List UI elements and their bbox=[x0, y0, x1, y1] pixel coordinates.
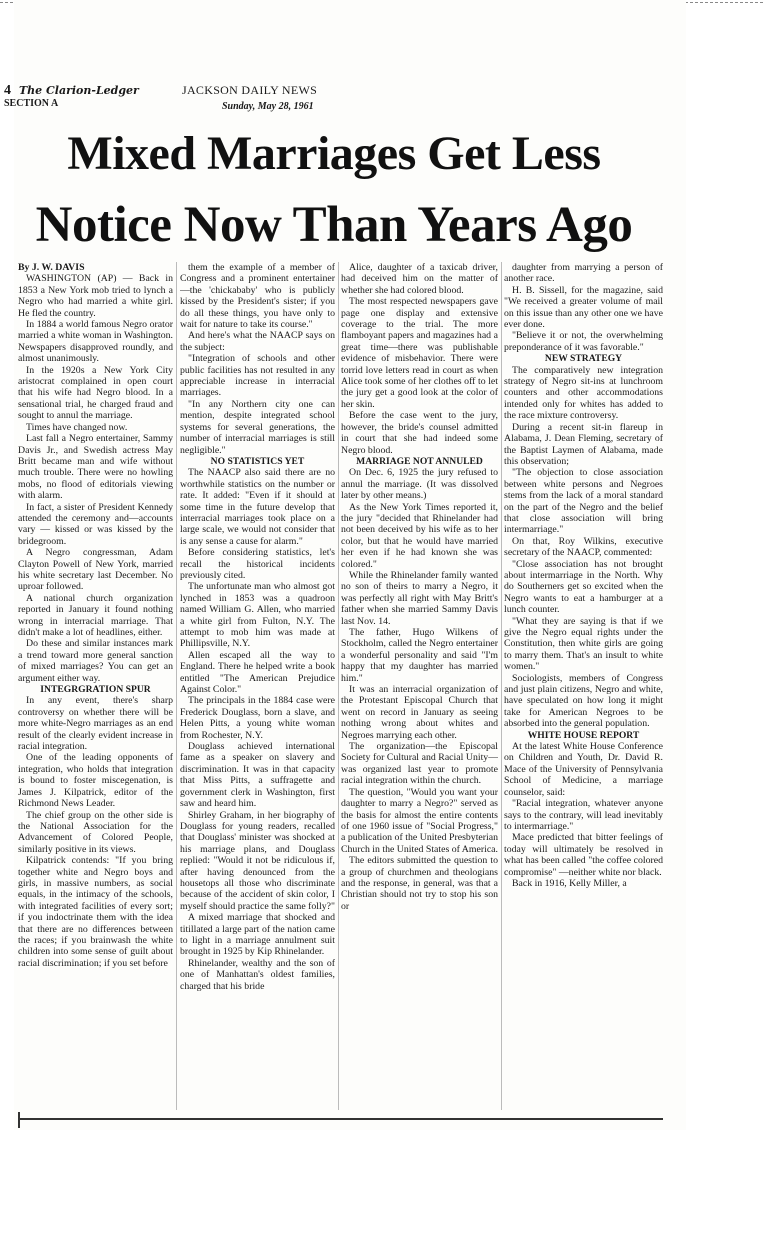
paragraph: "Racial integration, whatever anyone says to the contrary, will lead inevitably to intermarriage." bbox=[504, 798, 663, 832]
paragraph: While the Rhinelander family wanted no son of theirs to marry a Negro, it was perfectly all right with May Britt's father when she married Sammy Davis last Nov. 14. bbox=[341, 569, 498, 627]
article-column-4 bbox=[504, 262, 663, 1110]
paper-name: The Clarion-Ledger bbox=[19, 84, 139, 97]
paragraph: Before the case went to the jury, however, the bride's counsel admitted in court that she had indeed some Negro blood. bbox=[341, 410, 498, 456]
paragraph: The question, "Would you want your daughter to marry a Negro?" served as the basis for almost the entire contents of one 1960 issue of "Social Progress," a publication of the United Presbyterian Church in the United States of America. bbox=[341, 786, 498, 855]
headline-line-1: Mixed Marriages Get Less bbox=[67, 127, 601, 180]
paragraph: The NAACP also said there are no worthwhile statistics on the number or rate. It added: "Even if it should at some time in the future develop that interracial marriages took place on a large scale, we would not consider that is any sense a cause for alarm." bbox=[180, 467, 335, 547]
paragraph: Mace predicted that bitter feelings of today will ultimately be resolved in what has been called "the coffee colored compromise" —neither white nor black. bbox=[504, 832, 663, 878]
paragraph: The organization—the Episcopal Society for Cultural and Racial Unity—was organized last year to promote racial integration within the church. bbox=[341, 741, 498, 787]
subheading: NEW STRATEGY bbox=[544, 353, 623, 365]
paragraph: The chief group on the other side is the National Association for the Advancement of Colored People, similarly positive in its views. bbox=[18, 809, 173, 855]
paragraph: On Dec. 6, 1925 the jury refused to annul the marriage. (It was dissolved later by other means.) bbox=[341, 467, 498, 502]
paragraph: "In any Northern city one can mention, despite integrated school systems for several generations, the number of interracial marriages is still negligible." bbox=[180, 398, 335, 456]
paragraph: A national church organization reported in January it found nothing wrong in interracial marriage. That didn't make a lot of headlines, either. bbox=[18, 592, 173, 638]
paragraph: A mixed marriage that shocked and titillated a large part of the nation came to light in a marriage annulment suit brought in 1925 by Kip Rhinelander. bbox=[180, 912, 335, 958]
issue-date: Sunday, May 28, 1961 bbox=[222, 101, 314, 112]
paragraph: In fact, a sister of President Kennedy attended the ceremony and—accounts vary — kissed or was kissed by the bridegroom. bbox=[18, 501, 173, 547]
subheading: INTEGRGRATION SPUR bbox=[40, 684, 151, 696]
page-number: 4 bbox=[4, 83, 11, 98]
article-column-2 bbox=[180, 262, 335, 1110]
paragraph: "Close association has not brought about intermarriage in the North. Why do Southerners get so excited when the Negro wants to eat a hamburger at a lunch counter. bbox=[504, 558, 663, 616]
paragraph: "What they are saying is that if we give the Negro equal rights under the Constitution, then white girls are going to marry them. That's an insult to white women." bbox=[504, 615, 663, 673]
paragraph: During a recent sit-in flareup in Alabama, J. Dean Fleming, secretary of the Baptist Laymen of Alabama, made this observation; bbox=[504, 421, 663, 467]
paragraph: Shirley Graham, in her biography of Douglass for young readers, recalled that Douglass' minister was shocked at his marriage plans, and Douglass replied: "Would it not be ridiculous if, after having denounced from the housetops all those who discriminate because of the accident of skin color, I myself should practice the same folly?" bbox=[180, 809, 335, 912]
article-column-1 bbox=[18, 262, 173, 1110]
paragraph: H. B. Sissell, for the magazine, said "We received a greater volume of mail on this issue than any other one we have ever done. bbox=[504, 284, 663, 331]
masthead bbox=[4, 80, 664, 112]
paragraph: Rhinelander, wealthy and the son of one of Manhattan's oldest families, charged that his bride bbox=[180, 957, 335, 992]
paragraph: Times have changed now. bbox=[26, 421, 128, 433]
paragraph: Last fall a Negro entertainer, Sammy Davis Jr., and Swedish actress May Britt became man and wife without much trouble. There were no howling mobs, no flood of editorials viewing with alarm. bbox=[18, 433, 173, 502]
clip-edge bbox=[18, 1112, 28, 1128]
paragraph: One of the leading opponents of integration, who holds that integration is bound to foster miscegenation, is James J. Kilpatrick, editor of the Richmond News Leader. bbox=[18, 752, 173, 810]
paragraph: The comparatively new integration strategy of Negro sit-ins at lunchroom counters and other accommodations intended only for whites has added to the race mixture controversy. bbox=[504, 364, 663, 422]
paragraph: The father, Hugo Wilkens of Stockholm, called the Negro entertainer a wonderful personality and said "I'm happy that my daughter has married him." bbox=[341, 627, 498, 684]
paragraph: Allen escaped all the way to England. There he helped write a book entitled "The American Prejudice Against Color." bbox=[180, 649, 335, 696]
article-column-3 bbox=[341, 262, 498, 1110]
column-divider bbox=[501, 262, 502, 1110]
paragraph: Before considering statistics, let's recall the historical incidents previously cited. bbox=[180, 547, 335, 581]
paragraph: Kilpatrick contends: "If you bring together white and Negro boys and girls, in massive numbers, as social equals, in the intimacy of the schools, with integrated facilities of every sort; if you indoctrinate them with the idea that there are no differences between the races; if you brainwash the white children into some sense of guilt about racial discrimination; if you set before bbox=[18, 855, 173, 969]
paragraph: "Believe it or not, the overwhelming preponderance of it was favorable." bbox=[504, 330, 663, 353]
paragraph: At the latest White House Conference on Children and Youth, Dr. David R. Mace of the University of Pennsylvania School of Medicine, a marriage counselor, said: bbox=[504, 741, 663, 798]
paragraph: The principals in the 1884 case were Frederick Douglass, born a slave, and Helen Pitts, a young white woman from Rochester, N.Y. bbox=[180, 695, 335, 741]
paragraph: daughter from marrying a person of another race. bbox=[504, 262, 663, 285]
column-divider bbox=[338, 262, 339, 1110]
paragraph: In the 1920s a New York City aristocrat complained in open court that his wife had Negro blood. In a sensational trial, he charged fraud and sought to annul the marriage. bbox=[18, 364, 173, 422]
paragraph: It was an interracial organization of the Protestant Episcopal Church that went on record in January as seeing nothing wrong about whites and Negroes marrying each other. bbox=[341, 684, 498, 741]
paragraph: "The objection to close association between white persons and Negroes stems from the lack of a moral standard on the part of the Negro and the belief that close association will bring intermarriage." bbox=[504, 467, 663, 536]
paragraph: The unfortunate man who almost got lynched in 1853 was a quadroon named William G. Allen, who married a white girl from Fulton, N.Y. The attempt to mob him was made at Phillipsville, N.Y. bbox=[180, 581, 335, 650]
paragraph: Back in 1916, Kelly Miller, a bbox=[512, 877, 627, 889]
paragraph: Douglass achieved international fame as a speaker on slavery and discrimination. It was in that capacity that Miss Pitts, a suffragette and government clerk in Washington, first saw and heard him. bbox=[180, 741, 335, 810]
subheading: MARRIAGE NOT ANNULED bbox=[356, 455, 483, 467]
paragraph: In 1884 a world famous Negro orator married a white woman in Washington. Newspapers disapproved roundly, and almost unanimously. bbox=[18, 319, 173, 365]
section-label: SECTION A bbox=[4, 98, 59, 109]
paragraph: In any event, there's sharp controversy on whether there will be more white-Negro marriages as an end result of the clearly evident increase in racial integration. bbox=[18, 695, 173, 753]
paragraph: As the New York Times reported it, the jury "decided that Rhinelander had not been deceived by his wife as to her color, but that he would have married her even if he had known she was colored." bbox=[341, 501, 498, 570]
headline-line-2: Notice Now Than Years Ago bbox=[35, 197, 633, 253]
paragraph: WASHINGTON (AP) — Back in 1853 a New York mob tried to lynch a Negro who had married a white girl. He fled the country. bbox=[18, 273, 173, 319]
daily-name: JACKSON DAILY NEWS bbox=[182, 83, 318, 97]
column-divider bbox=[176, 262, 177, 1110]
paragraph: And here's what the NAACP says on the subject: bbox=[180, 330, 335, 353]
paragraph: Alice, daughter of a taxicab driver, had deceived him on the matter of whether she had colored blood. bbox=[341, 262, 498, 296]
paragraph: The most respected newspapers gave page one display and extensive coverage to the trial. The more flamboyant papers and magazines had a great time—there was publishable evidence of misbehavior. There were torrid love letters read in court as when Alice took some of her clothes off to let the jury get a good look at the color of her skin. bbox=[341, 296, 498, 410]
paragraph: Do these and similar instances mark a trend toward more general sanction of mixed marriages? You can get an argument either way. bbox=[18, 638, 173, 684]
paragraph: them the example of a member of Congress and a prominent entertainer—the 'chickababy' who is publicly kissed by the President's sister; if you do all these things, you have only to wait for nature to take its course." bbox=[180, 262, 335, 331]
paragraph: On that, Roy Wilkins, executive secretary of the NAACP, commented: bbox=[504, 535, 663, 559]
subheading: WHITE HOUSE REPORT bbox=[527, 729, 640, 741]
subheading: NO STATISTICS YET bbox=[210, 455, 305, 467]
bottom-rule bbox=[18, 1118, 663, 1120]
paragraph: "Integration of schools and other public facilities has not resulted in any appreciable increase in interracial marriages. bbox=[180, 353, 335, 399]
paragraph: Sociologists, members of Congress and just plain citizens, Negro and white, have speculated on how long it might take for American Negroes to be absorbed into the general population. bbox=[504, 672, 663, 730]
paragraph: A Negro congressman, Adam Clayton Powell of New York, married his white secretary last December. No uproar followed. bbox=[18, 547, 173, 593]
paragraph: The editors submitted the question to a group of churchmen and theologians and the response, in general, was that a Christian should not try to stop his son or bbox=[341, 855, 498, 912]
byline: By J. W. DAVIS bbox=[18, 262, 85, 273]
